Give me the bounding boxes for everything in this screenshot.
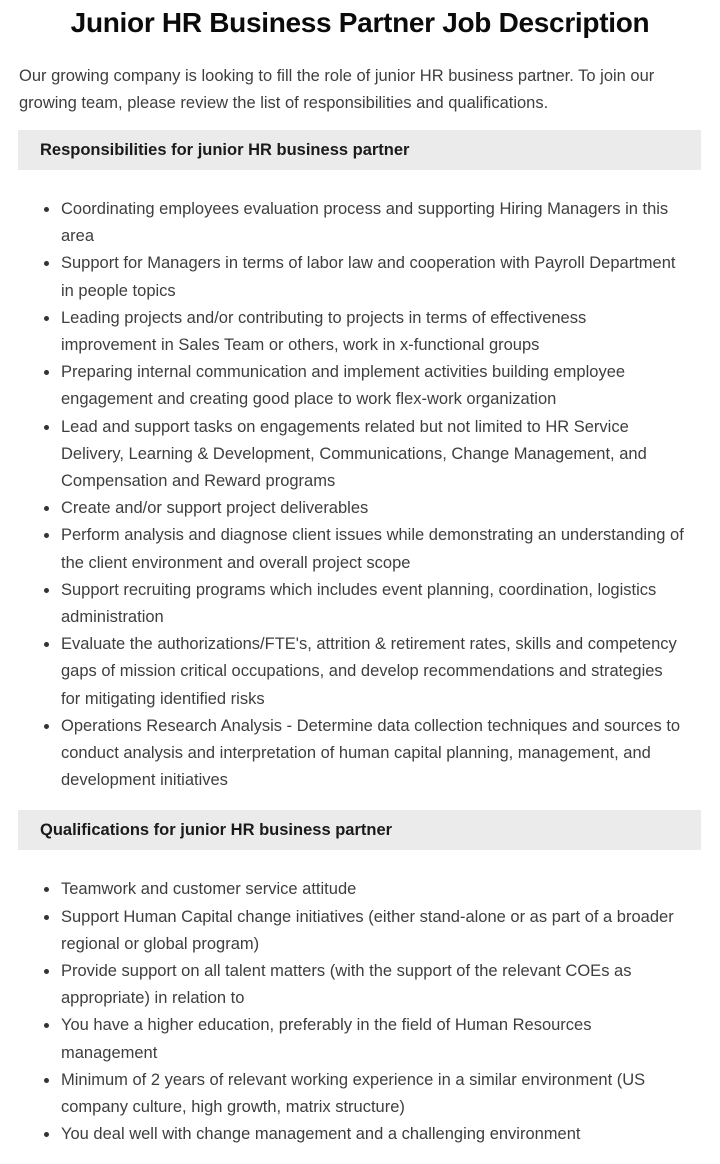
qualifications-heading: Qualifications for junior HR business partner [18,810,701,850]
list-item: Operations Research Analysis - Determine data collection techniques and sources to conduct analysis and interpretation of human capital planning, management, and development initiatives [61,713,686,795]
list-item: Evaluate the authorizations/FTE's, attrition & retirement rates, skills and competency gaps of mission critical occupations, and develop recommendations and strategies for mitigating identified risks [61,631,686,713]
responsibilities-section [0,130,720,794]
list-item: Leading projects and/or contributing to projects in terms of effectiveness improvement in Sales Team or others, work in x-functional groups [61,305,686,359]
intro-paragraph: Our growing company is looking to fill the role of junior HR business partner. To join our growing team, please review the list of responsibilities and qualifications. [19,67,655,112]
list-item: Lead and support tasks on engagements related but not limited to HR Service Delivery, Learning & Development, Communications, Change Management, and Compensation and Reward programs [61,414,686,496]
list-item: Perform analysis and diagnose client issues while demonstrating an understanding of the client environment and overall project scope [61,522,686,576]
list-item: Support Human Capital change initiatives (either stand-alone or as part of a broader regional or global program) [61,904,686,958]
list-item: Provide support on all talent matters (with the support of the relevant COEs as appropriate) in relation to [61,958,686,1012]
qualifications-list [0,876,686,1148]
list-item: Support recruiting programs which includes event planning, coordination, logistics administration [61,577,686,631]
list-item: You deal well with change management and a challenging environment [61,1121,686,1148]
qualifications-section [0,810,720,1148]
list-item: Minimum of 2 years of relevant working experience in a similar environment (US company culture, high growth, matrix structure) [61,1067,686,1121]
list-item: Support for Managers in terms of labor law and cooperation with Payroll Department in people topics [61,250,686,304]
list-item: Create and/or support project deliverables [61,495,686,522]
list-item: Teamwork and customer service attitude [61,876,686,903]
page-title: Junior HR Business Partner Job Description [70,7,650,38]
responsibilities-list [0,196,686,794]
list-item: Preparing internal communication and implement activities building employee engagement and creating good place to work flex-work organization [61,359,686,413]
responsibilities-heading: Responsibilities for junior HR business partner [18,130,701,170]
list-item: You have a higher education, preferably in the field of Human Resources management [61,1012,686,1066]
list-item: Coordinating employees evaluation process and supporting Hiring Managers in this area [61,196,686,250]
